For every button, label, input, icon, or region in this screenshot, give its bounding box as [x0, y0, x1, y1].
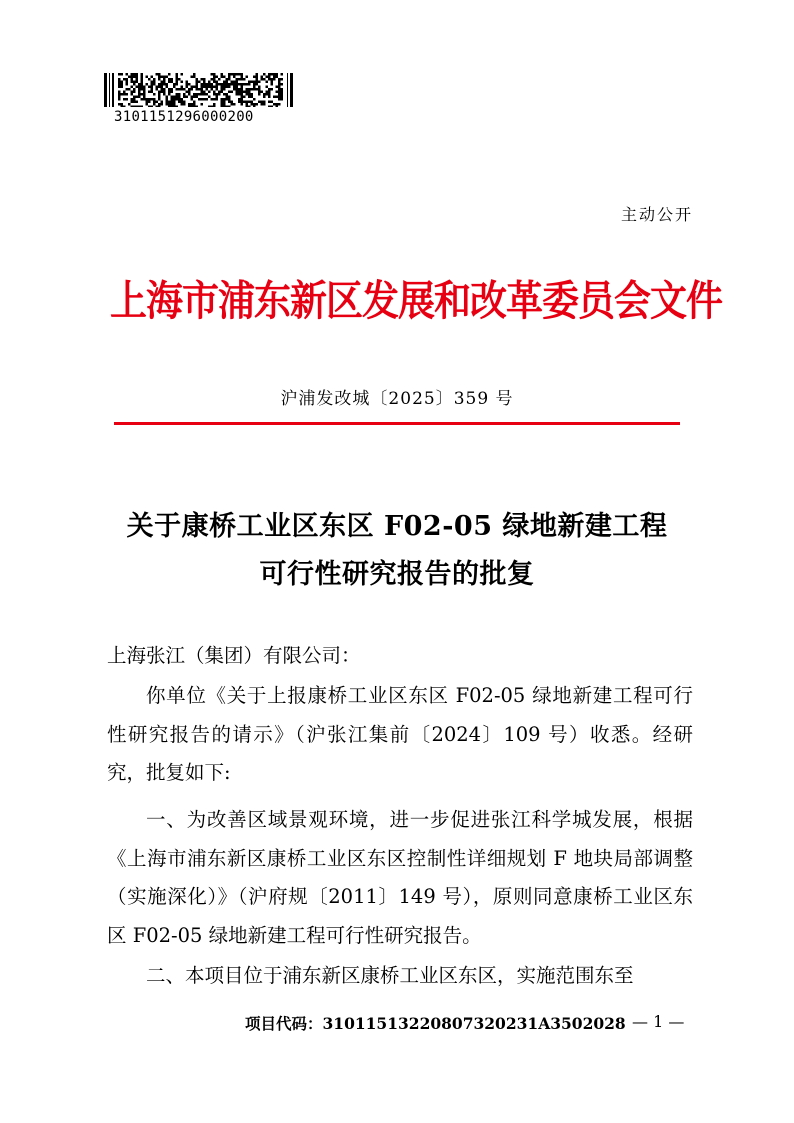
document-title-line-1: 关于康桥工业区东区 F02-05 绿地新建工程 — [126, 511, 668, 542]
paragraph-2: 一、为改善区域景观环境，进一步促进张江科学城发展，根据《上海市浦东新区康桥工业区东区控制性详细规划 F 地块局部调整（实施深化）》（沪府规〔2011〕149 号），原则同意康桥工业区东区 F02-05 绿地新建工程可行性研究报告。 — [107, 808, 693, 948]
document-title-line-2: 可行性研究报告的批复 — [259, 559, 535, 590]
page-number: — 1 — — [632, 1012, 685, 1031]
red-separator-line — [114, 422, 680, 425]
project-code: 项目代码：31011513220807320231A3502028 — [245, 1014, 626, 1033]
barcode-number: 310115129600020‍0 — [114, 109, 254, 125]
paragraph-3: 二、本项目位于浦东新区康桥工业区东区，实施范围东至 — [146, 964, 634, 987]
issuer-title: 上海市浦东新区发展和改革委员会文件 — [110, 275, 722, 325]
disclosure-label: 主动公开 — [620, 205, 693, 224]
barcode — [104, 73, 294, 107]
salutation: 上海张江（集团）有限公司： — [107, 644, 361, 667]
paragraph-1: 你单位《关于上报康桥工业区东区 F02-05 绿地新建工程可行性研究报告的请示》（沪张江集前〔2024〕109 号）收悉。经研究，批复如下: — [107, 684, 693, 785]
document-number: 沪浦发改城〔2025〕359 号 — [280, 389, 514, 409]
